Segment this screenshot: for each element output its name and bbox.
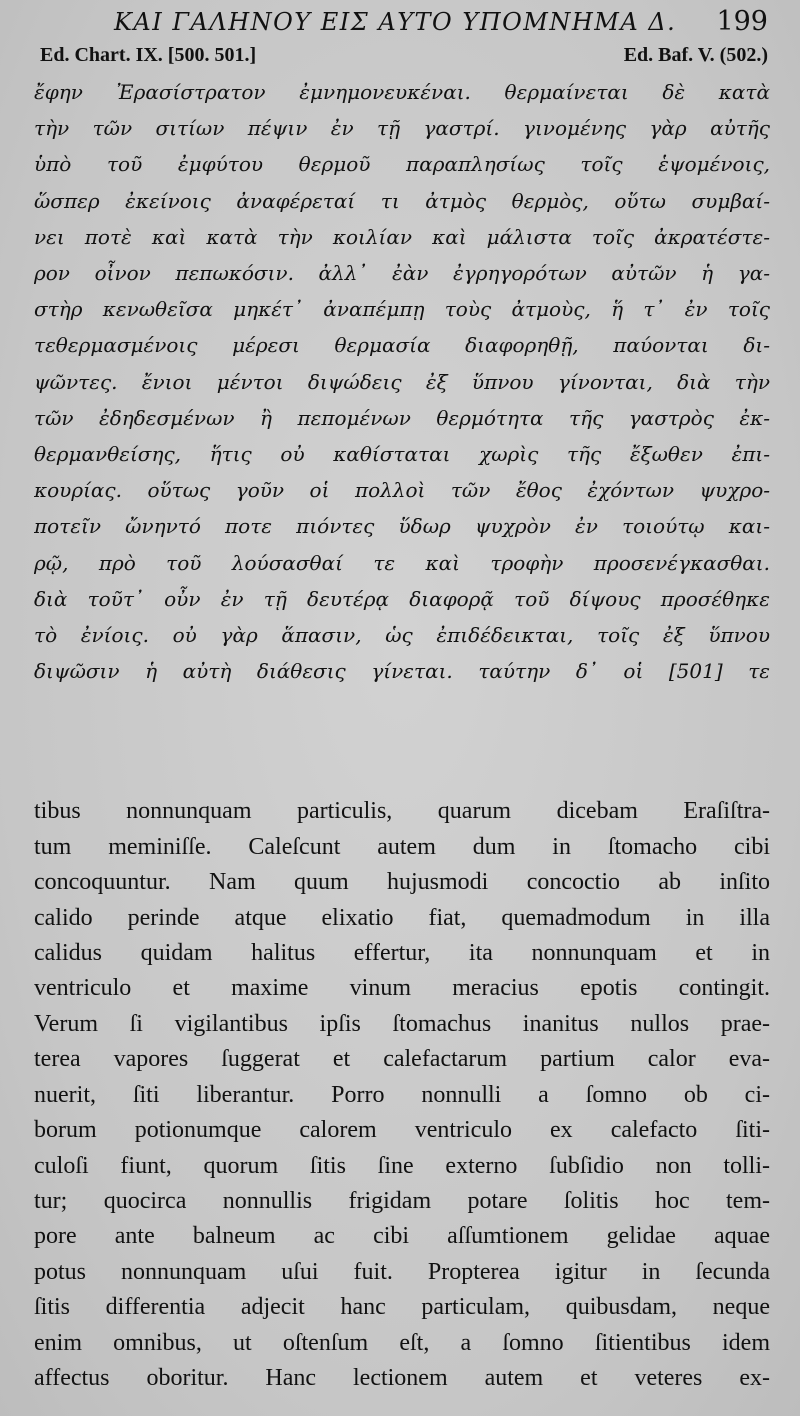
- latin-line: concoquuntur. Nam quum hujusmodi concoctio ab inſito: [34, 869, 770, 896]
- latin-line: affectus oboritur. Hanc lectionem autem et veteres ex-: [34, 1364, 770, 1391]
- latin-line: terea vapores ſuggerat et calefactarum partium calor eva-: [34, 1046, 770, 1073]
- greek-line: διὰ τοῦτ᾽ οὖν ἐν τῇ δευτέρᾳ διαφορᾷ τοῦ δίψους προσέθηκε: [34, 586, 770, 611]
- latin-line: calido perinde atque elixatio fiat, quemadmodum in illa: [34, 904, 770, 931]
- latin-line: culoſi fiunt, quorum ſitis ſine externo ſubſidio non tolli-: [34, 1152, 770, 1179]
- latin-line: tibus nonnunquam particulis, quarum dicebam Eraſiſtra-: [34, 798, 770, 825]
- latin-line: borum potionumque calorem ventriculo ex calefacto ſiti-: [34, 1117, 770, 1144]
- greek-line: ψῶντες. ἔνιοι μέντοι διψώδεις ἐξ ὕπνου γίνονται, διὰ τὴν: [34, 369, 770, 394]
- latin-line: ſitis differentia adjecit hanc particulam, quibusdam, neque: [34, 1294, 770, 1321]
- page-number: 199: [716, 6, 768, 37]
- edition-chartier-reference: Ed. Chart. IX. [500. 501.]: [40, 44, 257, 66]
- greek-line: ὥσπερ ἐκείνοις ἀναφέρεταί τι ἀτμὸς θερμὸς, οὕτω συμβαί-: [34, 188, 770, 213]
- greek-line: ὑπὸ τοῦ ἐμφύτου θερμοῦ παραπλησίως τοῖς ἑψομένοις,: [34, 152, 770, 177]
- greek-text-block: [34, 74, 770, 689]
- running-title: ΚΑΙ ΓΑΛΗΝΟΥ ΕΙΣ ΑΥΤΟ ΥΠΟΜΝΗΜΑ Δ.: [114, 8, 677, 36]
- edition-references: [34, 40, 770, 74]
- greek-line: ρῷ, πρὸ τοῦ λούσασθαί τε καὶ τροφὴν προσενέγκασθαι.: [34, 550, 770, 575]
- latin-line: tum meminiſſe. Caleſcunt autem dum in ſtomacho cibi: [34, 833, 770, 860]
- greek-line: τὸ ἐνίοις. οὐ γὰρ ἅπασιν, ὡς ἐπιδέδεικται, τοῖς ἐξ ὕπνου: [34, 623, 770, 648]
- greek-line: ρον οἶνον πεπωκόσιν. ἀλλ᾽ ἐὰν ἐγρηγορότων αὐτῶν ἡ γα-: [34, 261, 770, 286]
- latin-line: tur; quocirca nonnullis frigidam potare ſolitis hoc tem-: [34, 1187, 770, 1214]
- greek-line: ποτεῖν ὤνηντό ποτε πιόντες ὕδωρ ψυχρὸν ἐν τοιούτῳ και-: [34, 514, 770, 539]
- latin-line: calidus quidam halitus effertur, ita nonnunquam et in: [34, 940, 770, 967]
- greek-line: θερμανθείσης, ἥτις οὐ καθίσταται χωρὶς τῆς ἔξωθεν ἐπι-: [34, 442, 770, 467]
- latin-line: Verum ſi vigilantibus ipſis ſtomachus inanitus nullos prae-: [34, 1010, 770, 1037]
- greek-line: τὴν τῶν σιτίων πέψιν ἐν τῇ γαστρί. γινομένης γὰρ αὐτῆς: [34, 116, 770, 141]
- latin-line: pore ante balneum ac cibi aſſumtionem gelidae aquae: [34, 1223, 770, 1250]
- edition-basel-reference: Ed. Baf. V. (502.): [623, 44, 768, 66]
- latin-line: enim omnibus, ut oſtenſum eſt, a ſomno ſitientibus idem: [34, 1329, 770, 1356]
- greek-line: τεθερμασμένοις μέρεσι θερμασία διαφορηθῇ, παύονται δι-: [34, 333, 770, 358]
- greek-line: κουρίας. οὕτως γοῦν οἱ πολλοὶ τῶν ἔθος ἐχόντων ψυχρο-: [34, 478, 770, 503]
- greek-line: διψῶσιν ἡ αὐτὴ διάθεσις γίνεται. ταύτην δ᾽ οἱ [501] τε: [34, 659, 770, 684]
- latin-line: ventriculo et maxime vinum meracius epotis contingit.: [34, 975, 770, 1002]
- running-head: [34, 0, 770, 40]
- column-gap: [34, 689, 770, 794]
- latin-line: potus nonnunquam uſui fuit. Propterea igitur in ſecunda: [34, 1258, 770, 1285]
- latin-line: nuerit, ſiti liberantur. Porro nonnulli a ſomno ob ci-: [34, 1081, 770, 1108]
- greek-line: τῶν ἐδηδεσμένων ἢ πεπομένων θερμότητα τῆς γαστρὸς ἐκ-: [34, 405, 770, 430]
- greek-line: ἔφην Ἐρασίστρατον ἐμνημονευκέναι. θερμαίνεται δὲ κατὰ: [34, 80, 770, 104]
- greek-line: στὴρ κενωθεῖσα μηκέτ᾽ ἀναπέμπῃ τοὺς ἀτμοὺς, ἥ τ᾽ ἐν τοῖς: [34, 297, 770, 322]
- greek-line: νει ποτὲ καὶ κατὰ τὴν κοιλίαν καὶ μάλιστα τοῖς ἀκρατέστε-: [34, 224, 770, 249]
- latin-text-block: [34, 794, 770, 1396]
